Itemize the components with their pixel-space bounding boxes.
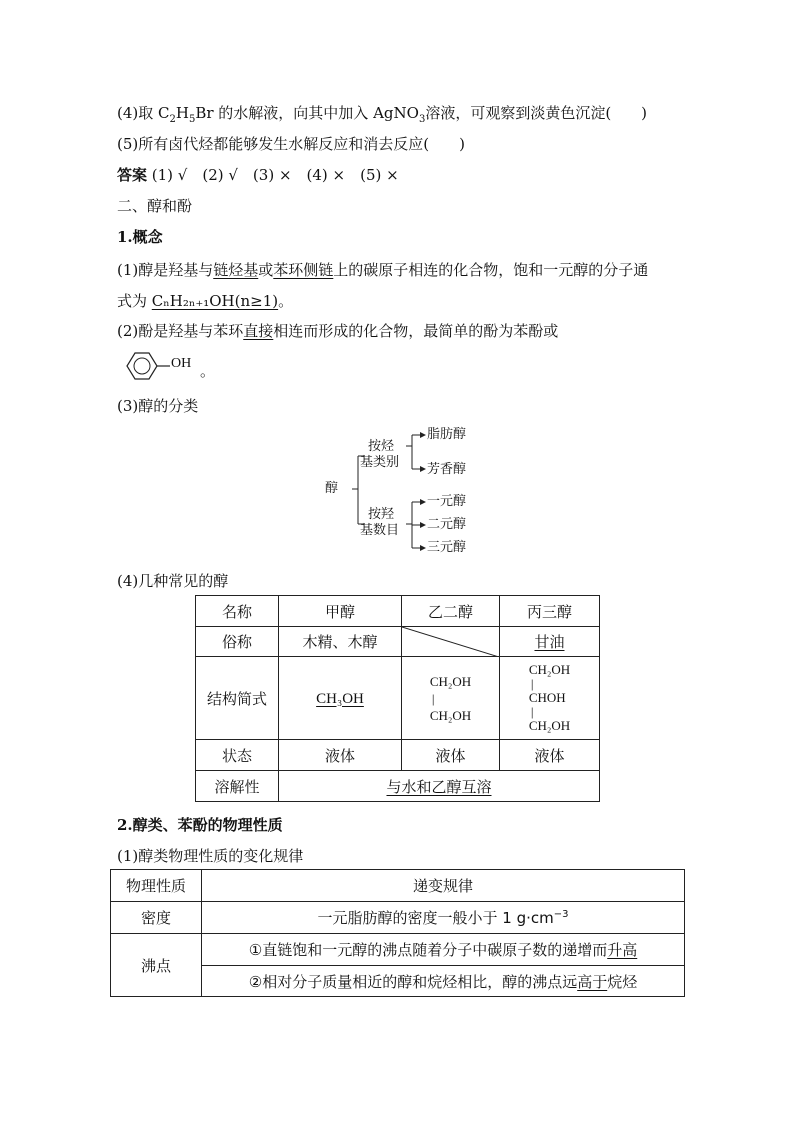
para-formula: 式为 CₙH₂ₙ₊₁OH(n≥1)。 <box>117 292 294 310</box>
tree-branch-1: 按烃 <box>368 439 395 454</box>
table-row: 沸点 ①直链饱和一元醇的沸点随着分子中碳原子数的递增而升高 <box>111 934 685 966</box>
question-5: (5)所有卤代烃都能够发生水解反应和消去反应( ) <box>117 135 465 153</box>
table-row: 名称 甲醇 乙二醇 丙三醇 <box>196 596 600 627</box>
table-row: 溶解性 与水和乙醇互溶 <box>196 771 600 802</box>
table-row: 结构简式 CH₃OH CH₂OH | CH₂OH CH₂OH | CHOH | CH₂OH <box>196 657 600 740</box>
empty-diagonal-cell <box>402 627 500 657</box>
table-row: 密度 一元脂肪醇的密度一般小于 1 $g\cdot cm^{-3}$ <box>111 902 685 934</box>
table-row: 状态 液体 液体 液体 <box>196 740 600 771</box>
table-row: ②相对分子质量相近的醇和烷烃相比，醇的沸点远高于烷烃 <box>111 966 685 997</box>
classification-tree: 醇 按烃 基类别 脂肪醇 芳香醇 按羟 基数目 一元醇 二元醇 三元醇 <box>325 427 467 555</box>
para-physical-rules: (1)醇类物理性质的变化规律 <box>117 847 304 865</box>
tree-root: 醇 <box>325 481 339 496</box>
benzene-ring-icon <box>118 350 178 382</box>
common-alcohols-table <box>195 595 600 802</box>
section-heading: 二、醇和酚 <box>117 197 193 215</box>
subheading-physical: 2.醇类、苯酚的物理性质 <box>117 816 283 834</box>
answer-label: 答案 <box>117 166 148 184</box>
answer-line: 答案 (1) √ (2) √ (3) × (4) × (5) × <box>117 166 399 184</box>
para-alcohol: (1)醇是羟基与链烃基或苯环侧链上的碳原子相连的化合物，饱和一元醇的分子通 <box>117 261 649 279</box>
physical-properties-table <box>110 869 685 997</box>
glycerol-structure: CH₂OH | CHOH | CH₂OH <box>528 661 571 733</box>
para-common-alcohols: (4)几种常见的醇 <box>117 572 229 590</box>
glycol-structure: CH₂OH | CH₂OH <box>429 673 472 723</box>
table-row: 俗称 木精、木醇 甘油 <box>196 627 600 657</box>
phenol-structure: OH 。 <box>118 350 228 382</box>
para-classification: (3)醇的分类 <box>117 397 199 415</box>
subheading-concept: 1.概念 <box>117 228 163 246</box>
general-formula: CₙH₂ₙ₊₁OH(n≥1) <box>151 292 279 310</box>
question-4: (4)取 $C_2H_5Br$ 的水解液，向其中加入 AgNO$_3$溶液，可观察到淡黄色沉淀( ) <box>117 104 648 125</box>
tree-branch-2: 按羟 <box>368 507 395 522</box>
table-row: 物理性质 递变规律 <box>111 870 685 902</box>
para-phenol: (2)酚是羟基与苯环直接相连而形成的化合物，最简单的酚为苯酚或 <box>117 322 559 340</box>
